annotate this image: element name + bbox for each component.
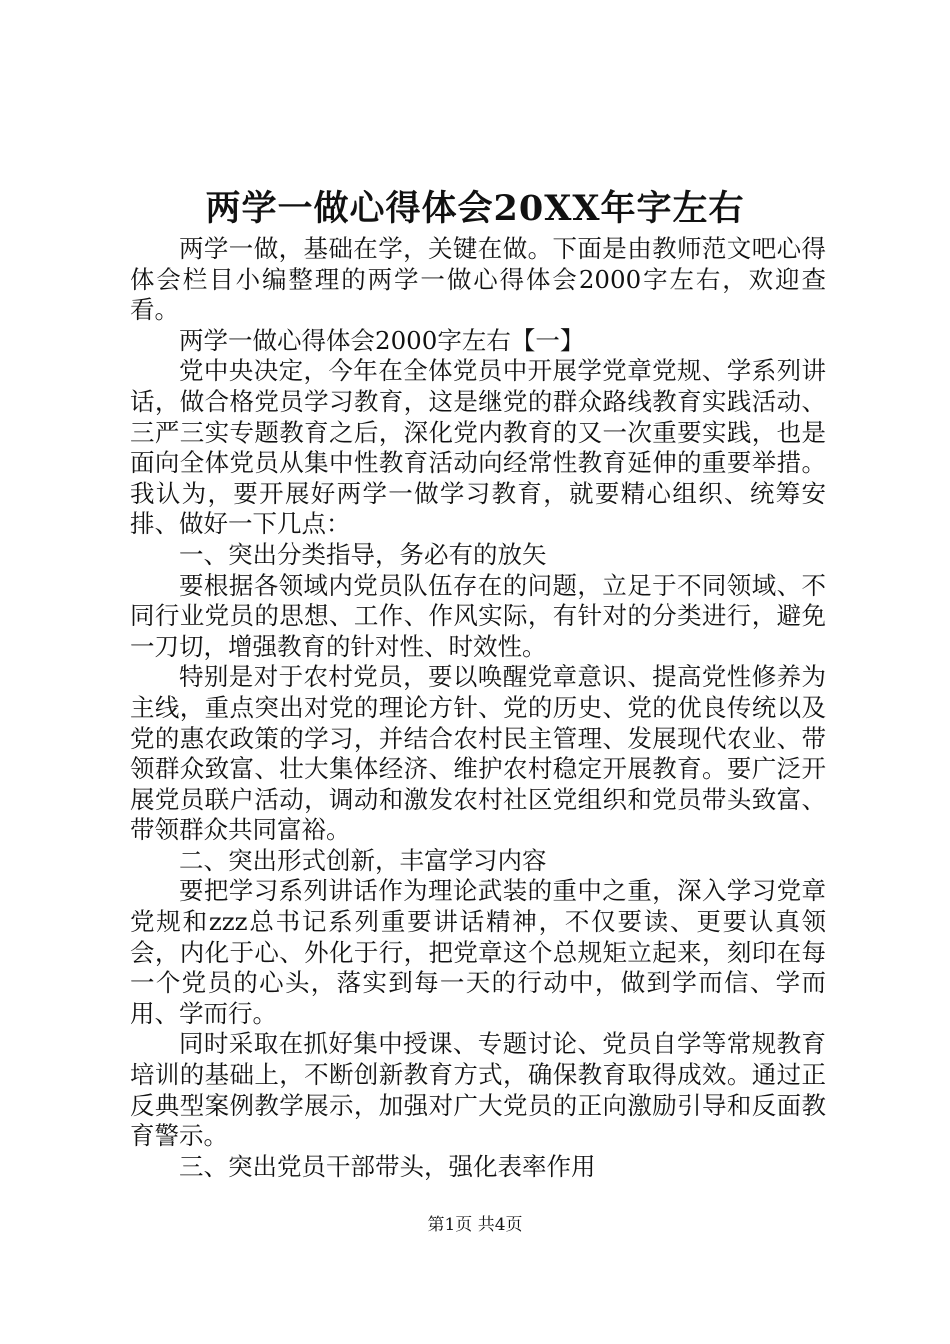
body-paragraph: 要根据各领域内党员队伍存在的问题，立足于不同领域、不同行业党员的思想、工作、作风实际，有针对的分类进行，避免一刀切，增强教育的针对性、时效性。 — [130, 570, 826, 661]
body-paragraph: 同时采取在抓好集中授课、专题讨论、党员自学等常规教育培训的基础上，不断创新教育方式，确保教育取得成效。通过正反典型案例教学展示，加强对广大党员的正向激励引导和反面教育警示。 — [130, 1029, 826, 1151]
subheading-one: 一、突出分类指导，务必有的放矢 — [179, 539, 547, 569]
subheading-three: 三、突出党员干部带头，强化表率作用 — [179, 1151, 596, 1181]
body-paragraph: 党中央决定，今年在全体党员中开展学党章党规、学系列讲话，做合格党员学习教育，这是继党的群众路线教育实践活动、三严三实专题教育之后，深化党内教育的又一次重要实践，也是面向全体党员从集中性教育活动向经常性教育延伸的重要举措。我认为，要开展好两学一做学习教育，就要精心组织、统筹安排、做好一下几点： — [130, 356, 826, 539]
page-footer: 第1页 共4页 — [427, 1215, 523, 1235]
body-paragraph: 要把学习系列讲话作为理论武装的重中之重，深入学习党章党规和zzz总书记系列重要讲话精神，不仅要读、更要认真领会，内化于心、外化于行，把党章这个总规矩立起来，刻印在每一个党员的心头，落实到每一天的行动中，做到学而信、学而用、学而行。 — [130, 876, 826, 1028]
section-heading-part-one: 两学一做心得体会2000字左右【一】 — [179, 325, 585, 355]
document-body — [130, 234, 826, 1182]
document-title: 两学一做心得体会20XX年字左右 — [205, 188, 745, 229]
intro-paragraph: 两学一做，基础在学，关键在做。下面是由教师范文吧心得体会栏目小编整理的两学一做心得体会2000字左右，欢迎查看。 — [130, 234, 826, 325]
body-paragraph: 特别是对于农村党员，要以唤醒党章意识、提高党性修养为主线，重点突出对党的理论方针、党的历史、党的优良传统以及党的惠农政策的学习，并结合农村民主管理、发展现代农业、带领群众致富、壮大集体经济、维护农村稳定开展教育。要广泛开展党员联户活动，调动和激发农村社区党组织和党员带头致富、带领群众共同富裕。 — [130, 662, 826, 845]
subheading-two: 二、突出形式创新，丰富学习内容 — [179, 845, 547, 875]
